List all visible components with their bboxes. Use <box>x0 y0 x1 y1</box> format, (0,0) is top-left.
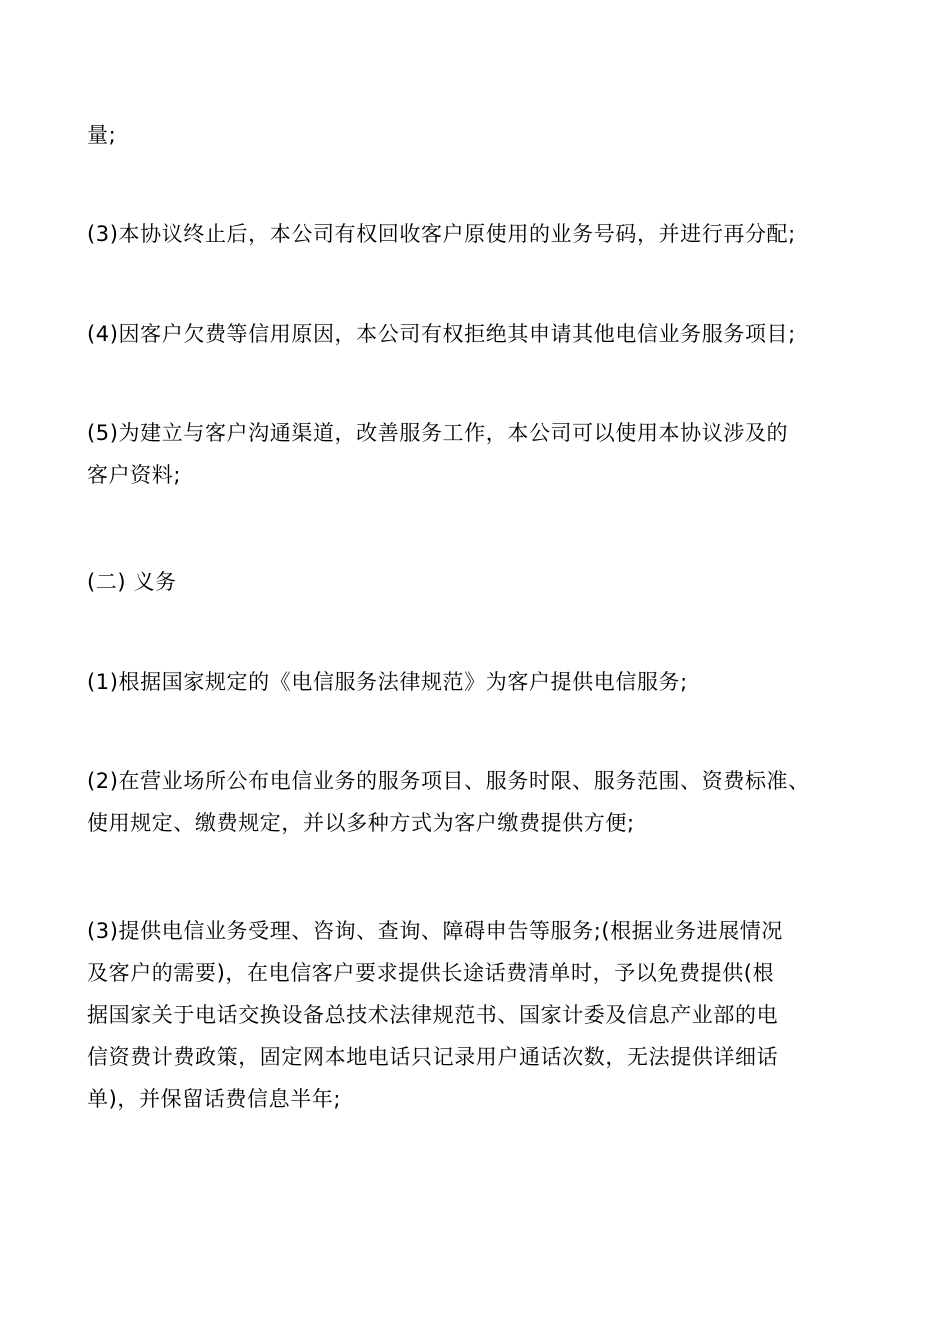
text-line: 单)，并保留话费信息半年; <box>87 1087 342 1111</box>
paragraph-obligation-3 <box>87 910 877 1120</box>
text-line: (4)因客户欠费等信用原因，本公司有权拒绝其申请其他电信业务服务项目; <box>87 322 796 346</box>
section-heading-obligations <box>87 561 877 603</box>
text-line: 信资费计费政策，固定网本地电话只记录用户通话次数，无法提供详细话 <box>87 1045 779 1069</box>
text-line: 使用规定、缴费规定，并以多种方式为客户缴费提供方便; <box>87 811 635 835</box>
paragraph-right-3 <box>87 213 877 255</box>
paragraph-right-5 <box>87 412 877 496</box>
paragraph-continuation <box>87 114 877 156</box>
text-line: (2)在营业场所公布电信业务的服务项目、服务时限、服务范围、资费标准、 <box>87 769 810 793</box>
section-heading: (二) 义务 <box>87 570 177 594</box>
text-line: (3)提供电信业务受理、咨询、查询、障碍申告等服务;(根据业务进展情况 <box>87 919 784 943</box>
paragraph-obligation-2 <box>87 760 877 844</box>
text-line: 据国家关于电话交换设备总技术法律规范书、国家计委及信息产业部的电 <box>87 1003 779 1027</box>
text-line: (3)本协议终止后，本公司有权回收客户原使用的业务号码，并进行再分配; <box>87 222 796 246</box>
text-line: 及客户的需要)，在电信客户要求提供长途话费清单时，予以免费提供(根 <box>87 961 775 985</box>
text-line: (5)为建立与客户沟通渠道，改善服务工作，本公司可以使用本协议涉及的 <box>87 421 789 445</box>
paragraph-right-4 <box>87 313 877 355</box>
paragraph-obligation-1 <box>87 661 877 703</box>
text-line: 客户资料; <box>87 463 182 487</box>
text-line: 量; <box>87 123 117 147</box>
text-line: (1)根据国家规定的《电信服务法律规范》为客户提供电信服务; <box>87 670 688 694</box>
